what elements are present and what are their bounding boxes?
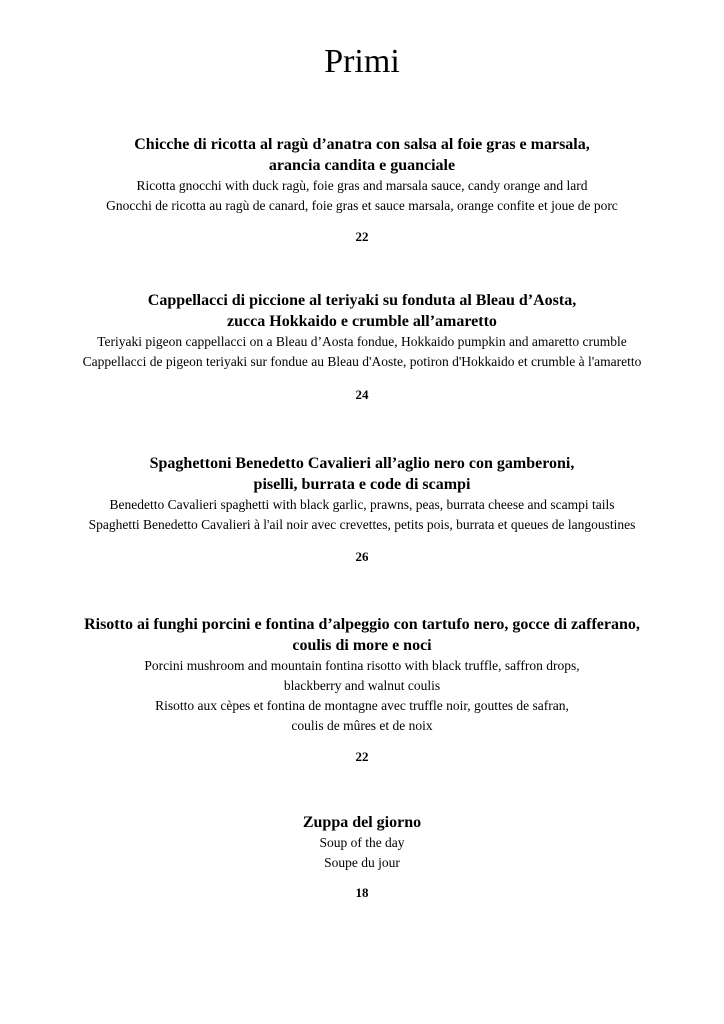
- dish-name-line: Zuppa del giorno: [302, 814, 422, 831]
- description-french: Risotto aux cèpes et fontina de montagne avec truffle noir, gouttes de safran,: [155, 698, 569, 713]
- dish-description: [0, 176, 724, 216]
- menu-item: [0, 453, 724, 535]
- description-french: Gnocchi de ricotta au ragù de canard, foie gras et sauce marsala, orange confite et joue de porc: [106, 198, 618, 213]
- description-english: Porcini mushroom and mountain fontina risotto with black truffle, saffron drops,: [144, 658, 580, 673]
- menu-item: [0, 614, 724, 736]
- dish-name-line: Chicche di ricotta al ragù d’anatra con salsa al foie gras e marsala,: [134, 136, 590, 153]
- description-french: coulis de mûres et de noix: [291, 718, 433, 733]
- dish-price: 22: [355, 229, 369, 244]
- description-english: Ricotta gnocchi with duck ragù, foie gras and marsala sauce, candy orange and lard: [136, 178, 588, 193]
- dish-name-line: Cappellacci di piccione al teriyaki su fonduta al Bleau d’Aosta,: [147, 292, 577, 309]
- dish-name-line: piselli, burrata e code di scampi: [253, 476, 471, 493]
- dish-price: 18: [355, 885, 369, 900]
- menu-item: [0, 290, 724, 372]
- dish-description: [0, 833, 724, 873]
- dish-name: [0, 453, 724, 495]
- dish-name-line: arancia candita e guanciale: [268, 157, 456, 174]
- dish-name: [0, 134, 724, 176]
- dish-price: 24: [355, 387, 369, 402]
- description-french: Soupe du jour: [324, 855, 400, 870]
- dish-price: 26: [355, 549, 369, 564]
- description-french: Spaghetti Benedetto Cavalieri à l'ail noir avec crevettes, petits pois, burrata et queues de langoustines: [88, 517, 636, 532]
- dish-name: [0, 290, 724, 332]
- description-english: Benedetto Cavalieri spaghetti with black garlic, prawns, peas, burrata cheese and scampi tails: [109, 497, 615, 512]
- dish-description: [0, 495, 724, 535]
- dish-name-line: Spaghettoni Benedetto Cavalieri all’aglio nero con gamberoni,: [149, 455, 575, 472]
- dish-name-line: zucca Hokkaido e crumble all’amaretto: [227, 313, 497, 330]
- dish-description: [0, 332, 724, 372]
- dish-name: [0, 812, 724, 833]
- description-english: Teriyaki pigeon cappellacci on a Bleau d’Aosta fondue, Hokkaido pumpkin and amaretto crumble: [97, 334, 627, 349]
- dish-name-line: coulis di more e noci: [292, 637, 432, 654]
- dish-description: [0, 656, 724, 736]
- description-english: Soup of the day: [319, 835, 405, 850]
- page-title: Primi: [324, 43, 400, 80]
- menu-item: [0, 134, 724, 216]
- description-french: Cappellacci de pigeon teriyaki sur fondue au Bleau d'Aoste, potiron d'Hokkaido et crumble à l'amaretto: [82, 354, 642, 369]
- dish-name-line: Risotto ai funghi porcini e fontina d’alpeggio con tartufo nero, gocce di zafferano,: [84, 616, 640, 633]
- description-english: blackberry and walnut coulis: [283, 678, 441, 693]
- menu-item: [0, 812, 724, 873]
- dish-name: [0, 614, 724, 656]
- dish-price: 22: [355, 749, 369, 764]
